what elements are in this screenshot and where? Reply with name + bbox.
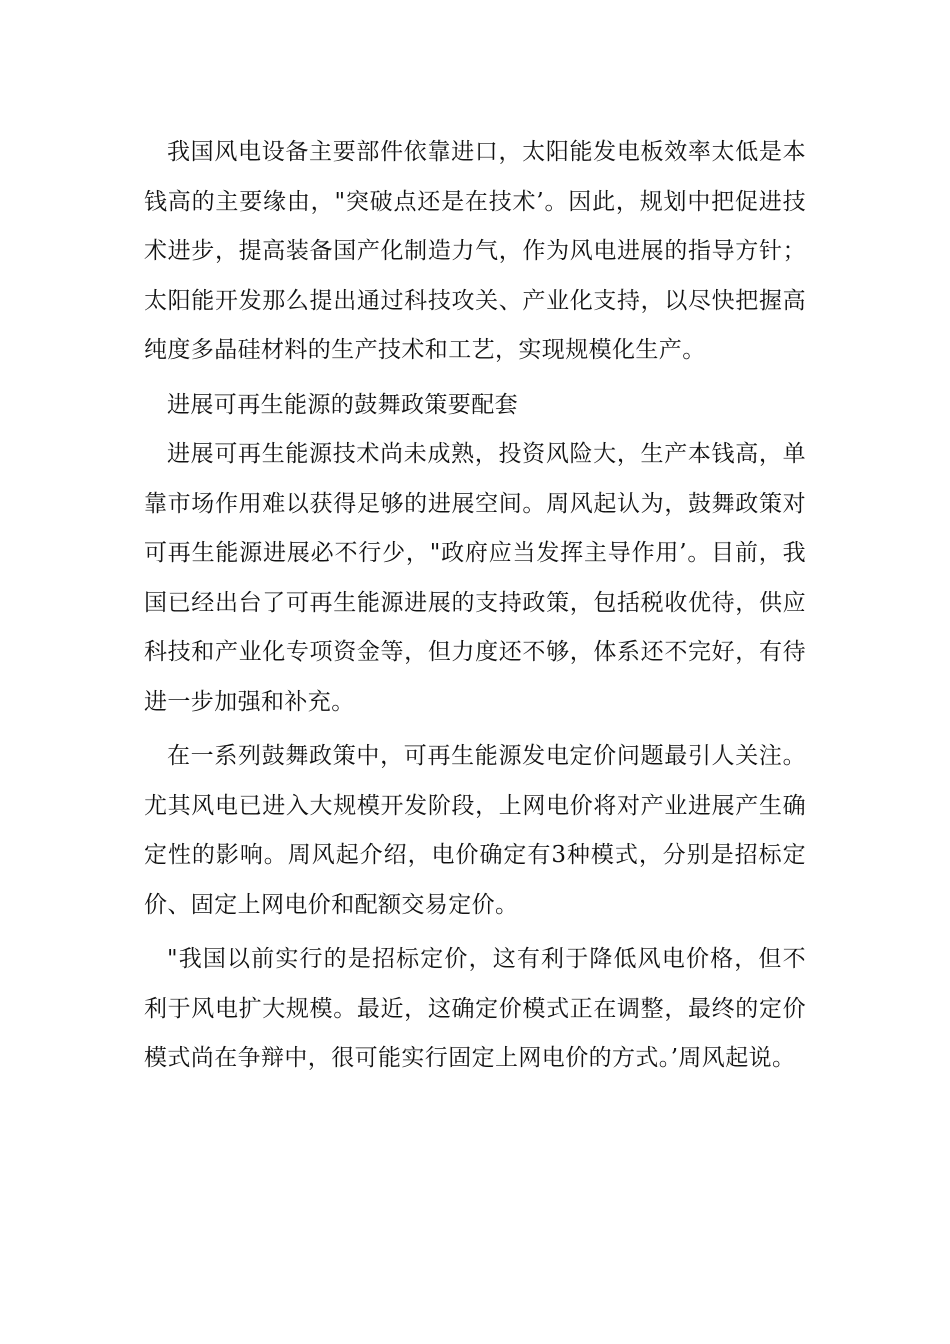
section-heading-policy: 进展可再生能源的鼓舞政策要配套	[167, 391, 518, 418]
paragraph-technology: 我国风电设备主要部件依靠进口，太阳能发电板效率太低是本钱高的主要缘由，"突破点还是在技术’。因此，规划中把促进技术进步，提高装备国产化制造力气，作为风电进展的指导方针；太阳能开发那么提出通过科技攻关、产业化支持，以尽快把握高纯度多晶硅材料的生产技术和工艺，实现规模化生产。	[144, 139, 806, 363]
paragraph-quote: "我国以前实行的是招标定价，这有利于降低风电价格，但不利于风电扩大规模。最近，这确定价模式正在调整，最终的定价模式尚在争辩中，很可能实行固定上网电价的方式。’周风起说。	[144, 946, 806, 1071]
document-body	[144, 128, 806, 1084]
paragraph-pricing-models: 在一系列鼓舞政策中，可再生能源发电定价问题最引人关注。尤其风电已进入大规模开发阶段，上网电价将对产业进展产生确定性的影响。周风起介绍，电价确定有3种模式，分别是招标定价、固定上网电价和配额交易定价。	[144, 743, 806, 918]
paragraph-policy-support: 进展可再生能源技术尚未成熟，投资风险大，生产本钱高，单靠市场作用难以获得足够的进展空间。周风起认为，鼓舞政策对可再生能源进展必不行少，"政府应当发挥主导作用’。目前，我国已经出台了可再生能源进展的支持政策，包括税收优待，供应科技和产业化专项资金等，但力度还不够，体系还不完好，有待进一步加强和补充。	[144, 441, 806, 715]
